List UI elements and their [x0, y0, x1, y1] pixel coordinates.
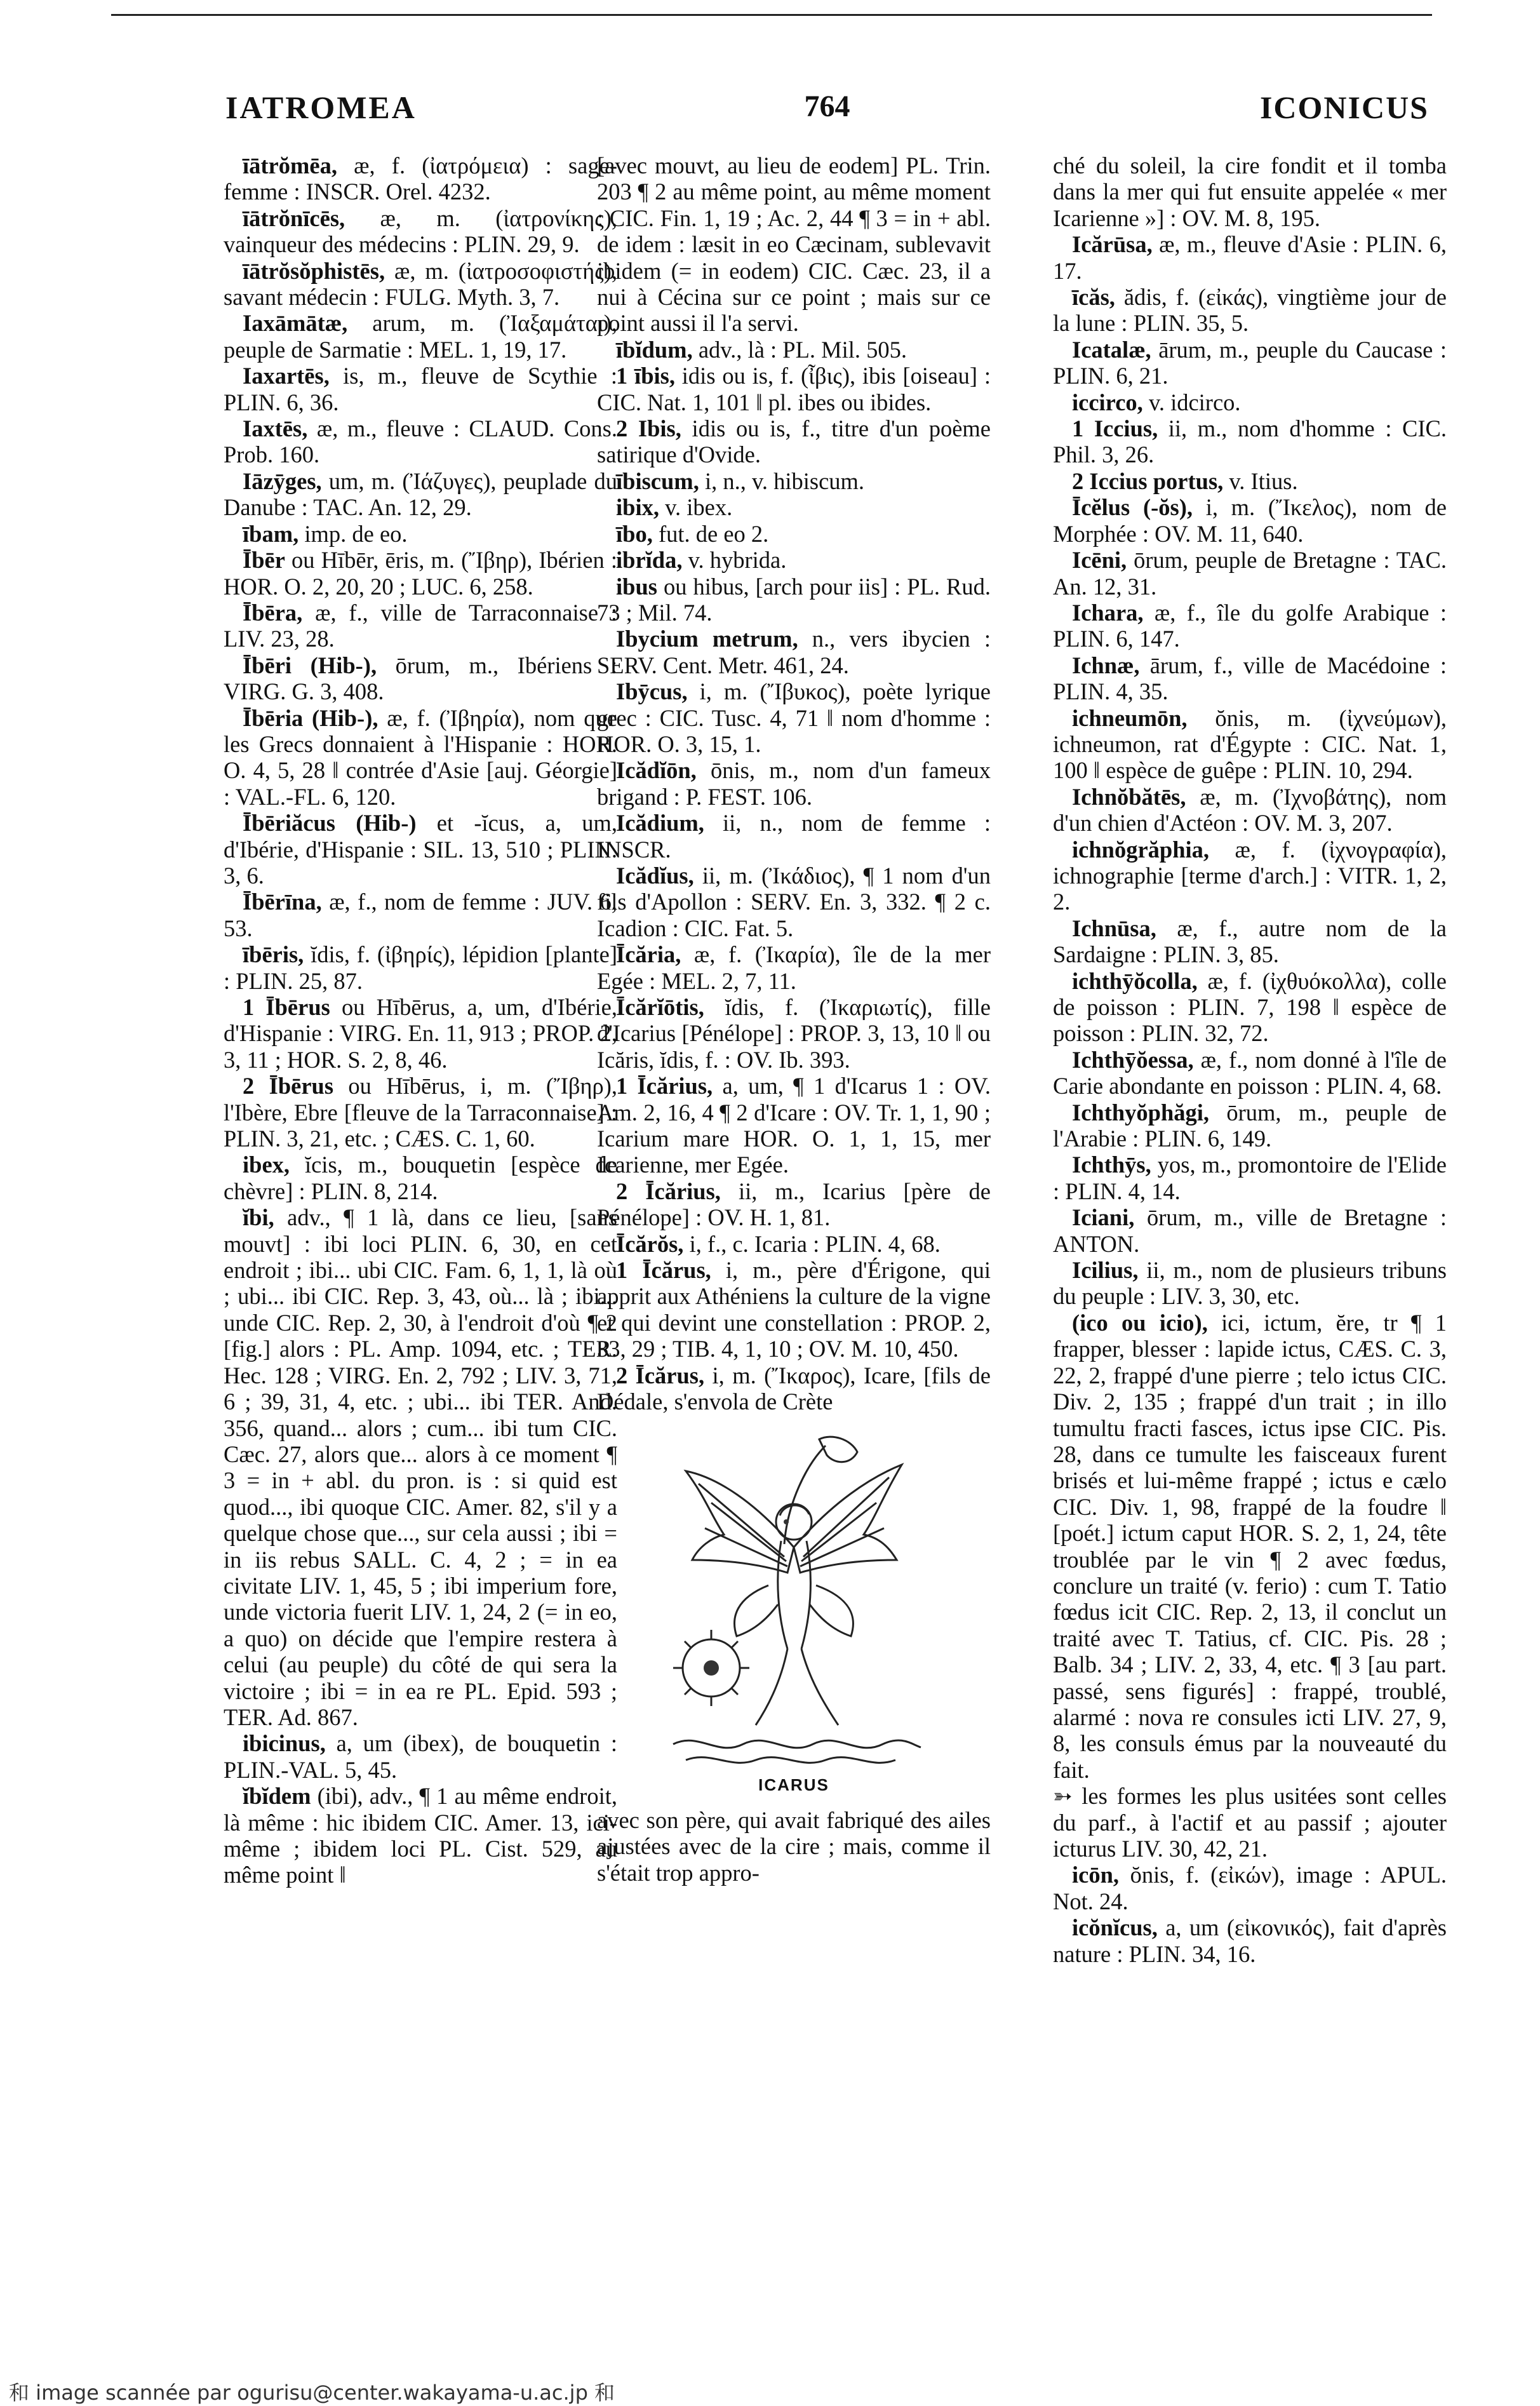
- entry-headword: īātrŏnīcēs,: [243, 205, 345, 231]
- entry-definition: æ, f., nom de femme : JUV. 6, 53.: [224, 889, 617, 941]
- dictionary-entry: [1053, 1152, 1447, 1204]
- dictionary-entry: [1053, 784, 1447, 837]
- entry-definition: ou hibus, [arch pour iis] : PL. Rud. 73 ; Mil. 74.: [597, 573, 991, 626]
- column-1: [224, 152, 617, 2337]
- dictionary-entry: [597, 994, 991, 1073]
- entry-headword: 1 Iccius,: [1072, 415, 1158, 442]
- dictionary-entry: [224, 521, 617, 547]
- entry-definition: ➳ les formes les plus usitées sont celles du parf., à l'actif et au passif ; ajouter icturus LIV. 30, 42, 21.: [1053, 1783, 1447, 1862]
- entry-definition: æ, f. (ἰχνογραφία), ichnographie [terme d'arch.] : VITR. 1, 2, 2.: [1053, 836, 1447, 915]
- entry-definition: æ, f., ville de Tarraconnaise : LIV. 23, 28.: [224, 599, 617, 652]
- dictionary-entry: [1053, 284, 1447, 337]
- entry-headword: Ībēriăcus (Hib-): [243, 810, 417, 837]
- entry-definition: ōrum, m., ville de Bretagne : ANTON.: [1053, 1204, 1447, 1257]
- dictionary-entry: [1053, 547, 1447, 600]
- entry-headword: Icărūsa,: [1072, 231, 1153, 258]
- entry-definition: imp. de eo.: [298, 520, 408, 547]
- entry-definition: adv., ¶ 1 là, dans ce lieu, [sans mouvt] : ibi loci PLIN. 6, 30, en cet endroit ; ibi... ubi CIC. Fam. 6, 1, 1, là où ; ubi... ibi CIC. Rep. 3, 43, où... là ; ibi... unde CIC. Rep. 2, 30, à l'endroit d'où ¶ 2 [fig.] alors : PL. Amp. 1094, etc. ; TER. Hec. 128 ; VIRG. En. 2, 792 ; LIV. 3, 71, 6 ; 39, 31, 4, etc. ; ubi... ibi TER. And. 356, quand... alors ; cum... ibi tum CIC. Cæc. 27, alors que... alors à ce moment ¶ 3 = in + abl. du pron. is : si quid est quod..., ibi quoque CIC. Amer. 82, s'il y a quelque chose que..., sur cela aussi ; ibi = in iis rebus SALL. C. 4, 2 ; = in ea civitate LIV. 1, 45, 5 ; ibi imperium fore, unde victoria fuerit LIV. 1, 24, 2 (= in eo, a quo) on décide que l'empire restera à celui (au peuple) du côté de qui sera la victoire ; ibi = in ea re PL. Epid. 593 ; TER. Ad. 867.: [224, 1204, 617, 1730]
- entry-headword: ĭbĭdem: [243, 1783, 311, 1810]
- column-2: [597, 152, 991, 2337]
- entry-headword: ichnŏgrăphia,: [1072, 836, 1210, 863]
- entry-headword: Ibycium metrum,: [616, 626, 798, 652]
- entry-headword: Ībēri (Hib-),: [243, 652, 377, 678]
- entry-definition: æ, m. (ἰατροσοφιστής), savant médecin : FULG. Myth. 3, 7.: [224, 257, 617, 311]
- entry-headword: ibix,: [616, 494, 659, 521]
- entry-definition: v. hybrida.: [682, 547, 787, 574]
- entry-headword: 1 Īcărus,: [616, 1257, 711, 1284]
- entry-headword: īātrŏmēa,: [243, 152, 337, 178]
- dictionary-entry: [597, 574, 991, 626]
- entry-definition: [avec mouvt, au lieu de eodem] PL. Trin. 203 ¶ 2 au même point, au même moment : CIC. Fin. 1, 19 ; Ac. 2, 44 ¶ 3 = in + abl. de idem : læsit in eo Cæcinam, sublevavit ibidem (= in eodem) CIC. Cæc. 23, il a nui à Cécina sur ce point ; mais sur ce point aussi il l'a servi.: [597, 152, 991, 337]
- entry-headword: Īcĕlus (-ŏs),: [1072, 494, 1193, 521]
- dictionary-entry: [224, 810, 617, 889]
- page-header: [225, 89, 1429, 133]
- entry-definition: n., vers ibycien : SERV. Cent. Metr. 461, 24.: [597, 626, 991, 678]
- entry-headword: 2 Iccius portus,: [1072, 467, 1224, 494]
- entry-definition: ché du soleil, la cire fondit et il tomba dans la mer qui fut ensuite appelée « mer Icarienne »] : OV. M. 8, 195.: [1053, 152, 1447, 231]
- dictionary-entry: [224, 152, 617, 205]
- dictionary-entry: [1053, 389, 1447, 415]
- dictionary-entry: [224, 652, 617, 705]
- entry-headword: ichthȳŏcolla,: [1072, 967, 1198, 994]
- entry-headword: ichneumōn,: [1072, 704, 1188, 731]
- dictionary-entry: [224, 415, 617, 468]
- entry-headword: Icilius,: [1072, 1257, 1139, 1284]
- dictionary-entry: [1053, 1783, 1447, 1862]
- entry-headword: ībam,: [243, 520, 299, 547]
- column-3: [1053, 152, 1447, 2337]
- entry-definition: æ, f. (Ἰβηρία), nom que les Grecs donnaient à l'Hispanie : HOR. O. 4, 5, 28 ‖ contrée d'Asie [auj. Géorgie] : VAL.-FL. 6, 120.: [224, 704, 617, 810]
- running-head-left: IATROMEA: [225, 90, 417, 125]
- dictionary-entry: [597, 863, 991, 941]
- dictionary-entry: [597, 521, 991, 547]
- entry-definition: i, m., père d'Érigone, qui apprit aux Athéniens la culture de la vigne et qui devint une constellation : PROP. 2, 33, 29 ; TIB. 4, 1, 10 ; OV. M. 10, 450.: [597, 1257, 991, 1362]
- entry-definition: æ, f., île du golfe Arabique : PLIN. 6, 147.: [1053, 599, 1447, 652]
- entry-headword: Icădĭōn,: [616, 757, 697, 784]
- dictionary-entry: [224, 363, 617, 415]
- entry-headword: Iciani,: [1072, 1204, 1135, 1231]
- dictionary-entry: [1053, 415, 1447, 468]
- dictionary-entry: [1053, 337, 1447, 389]
- entry-definition: ĭdis, f. (ἰβηρίς), lépidion [plante] : PLIN. 25, 87.: [224, 941, 617, 994]
- dictionary-entry: [224, 1730, 617, 1783]
- entry-definition: a, um (εἰκονικός), fait d'après nature : PLIN. 34, 16.: [1053, 1914, 1447, 1967]
- dictionary-entry: [597, 152, 991, 337]
- dictionary-entry: [597, 468, 991, 494]
- dictionary-entry: [224, 994, 617, 1073]
- entry-definition: ou Hībērus, a, um, d'Ibérie, d'Hispanie : VIRG. En. 11, 913 ; PROP. 2, 3, 11 ; HOR. S. 2, 8, 46.: [224, 994, 617, 1073]
- dictionary-entry: [597, 810, 991, 863]
- dictionary-entry: [597, 1178, 991, 1231]
- entry-headword: Ibȳcus,: [616, 678, 688, 705]
- entry-definition: æ, m., fleuve : CLAUD. Cons. Prob. 160.: [224, 415, 617, 468]
- dictionary-entry: [597, 547, 991, 573]
- entry-definition: et -ĭcus, a, um, d'Ibérie, d'Hispanie : SIL. 13, 510 ; PLIN. 3, 6.: [224, 810, 617, 889]
- entry-definition: v. idcirco.: [1142, 389, 1241, 415]
- dictionary-entry: [1053, 652, 1447, 705]
- top-rule: [111, 14, 1432, 16]
- entry-definition: æ, f. (ἰχθυόκολλα), colle de poisson : PLIN. 7, 198 ‖ espèce de poisson : PLIN. 32, 72.: [1053, 967, 1447, 1047]
- entry-headword: īcăs,: [1072, 284, 1115, 311]
- dictionary-entry: [1053, 1310, 1447, 1783]
- entry-headword: Icatalæ,: [1072, 336, 1151, 363]
- entry-headword: Ichthyŏphăgi,: [1072, 1099, 1210, 1126]
- dictionary-entry: [224, 705, 617, 810]
- entry-definition: um, m. (Ἰάζυγες), peuplade du Danube : TAC. An. 12, 29.: [224, 467, 617, 521]
- entry-headword: 1 ībis,: [616, 363, 675, 389]
- dictionary-entry: [1053, 915, 1447, 968]
- dictionary-entry: [224, 468, 617, 521]
- entry-headword: Iaxtēs,: [243, 415, 308, 442]
- entry-headword: Icădium,: [616, 810, 704, 837]
- scan-credit: 和 image scannée par ogurisu@center.wakayama-u.ac.jp 和: [9, 2381, 615, 2405]
- dictionary-entry: [224, 1204, 617, 1730]
- entry-definition: æ, f. (ἰατρόμεια) : sage-femme : INSCR. Orel. 4232.: [224, 152, 617, 205]
- page-number: 764: [804, 90, 850, 123]
- dictionary-entry: [224, 889, 617, 941]
- entry-headword: Ichnŏbătēs,: [1072, 783, 1186, 810]
- dictionary-entry: [1053, 1862, 1447, 1914]
- entry-headword: ībo,: [616, 520, 653, 547]
- dictionary-entry: [597, 1257, 991, 1362]
- entry-definition: æ, m. (ἰατρονίκης), vainqueur des médecins : PLIN. 29, 9.: [224, 205, 617, 258]
- dictionary-entry: [1053, 152, 1447, 231]
- dictionary-entry: [1053, 968, 1447, 1047]
- entry-headword: Ichnūsa,: [1072, 915, 1156, 941]
- entry-definition: ii, m. (Ἰκάδιος), ¶ 1 nom d'un fils d'Apollon : SERV. En. 3, 332. ¶ 2 c. Icadion : CIC. Fat. 5.: [597, 862, 991, 941]
- entry-definition: ŏnis, f. (εἰκών), image : APUL. Not. 24.: [1053, 1862, 1447, 1914]
- entry-headword: īātrŏsŏphistēs,: [243, 257, 385, 284]
- dictionary-entry: [597, 678, 991, 757]
- entry-headword: icōn,: [1072, 1862, 1120, 1888]
- dictionary-entry: [1053, 494, 1447, 547]
- entry-headword: Iaxartēs,: [243, 363, 330, 389]
- entry-headword: 1 Īcărius,: [616, 1073, 713, 1099]
- entry-headword: Icădĭus,: [616, 862, 694, 889]
- entry-definition: i, m. (Ἴβυκος), poète lyrique grec : CIC. Tusc. 4, 71 ‖ nom d'homme : HOR. O. 3, 15, 1.: [597, 678, 991, 757]
- entry-headword: Icēni,: [1072, 547, 1127, 574]
- entry-headword: ībĭdum,: [616, 336, 693, 363]
- dictionary-entry: [597, 757, 991, 810]
- entry-definition: ici, ictum, ĕre, tr ¶ 1 frapper, blesser : lapide ictus, CÆS. C. 3, 22, 2, frappé d'une pierre ; telo ictus CIC. Div. 2, 135 ; frappé d'un trait ; in illo tumultu fracti fasces, ictus ipse CIC. Pis. 28, dans ce tumulte les faisceaux furent brisés et lui-même frappé ; ictus e cælo CIC. Div. 1, 98, frappé de la foudre ‖ [poét.] ictum caput HOR. S. 2, 1, 24, tête troublée par le vin ¶ 2 avec fœdus, conclure un traité (v. ferio) : cum T. Tatio fœdus icit CIC. Rep. 2, 13, il conclut un traité avec T. Tatius, cf. CIC. Pis. 28 ; Balb. 34 ; LIV. 2, 33, 4, etc. ¶ 3 [au part. passé, sens figurés] : frappé, troublé, alarmé : nova re consules icti LIV. 27, 9, 8, les consuls émus par la nouveauté du fait.: [1053, 1309, 1447, 1783]
- entry-definition: i, m. (Ἴκαρος), Icare, [fils de Dédale, s'envola de Crète: [597, 1362, 991, 1415]
- icarus-engraving-icon: [660, 1427, 927, 1770]
- entry-headword: ībiscum,: [616, 467, 699, 494]
- entry-definition: ădis, f. (εἰκάς), vingtième jour de la lune : PLIN. 35, 5.: [1053, 284, 1447, 337]
- entry-definition: (ibi), adv., ¶ 1 au même endroit, là même : hic ibidem CIC. Amer. 13, ici-même ; ibidem loci PL. Cist. 529, au même point ‖: [224, 1783, 617, 1888]
- entry-definition: æ, m. (Ἰχνοβάτης), nom d'un chien d'Actéon : OV. M. 3, 207.: [1053, 783, 1447, 837]
- entry-definition: ōrum, m., peuple de l'Arabie : PLIN. 6, 149.: [1053, 1099, 1447, 1152]
- dictionary-entry: [224, 547, 617, 600]
- entry-headword: Ichnæ,: [1072, 652, 1140, 678]
- entry-definition: ou Hībērus, i, m. (Ἴβηρ), l'Ibère, Ebre [fleuve de la Tarraconnaise] : PLIN. 3, 21, etc. ; CÆS. C. 1, 60.: [224, 1073, 617, 1152]
- dictionary-entry: [597, 415, 991, 468]
- entry-definition: æ, f., nom donné à l'île de Carie abondante en poisson : PLIN. 4, 68.: [1053, 1046, 1447, 1099]
- dictionary-entry: [224, 205, 617, 258]
- entry-headword: icŏnĭcus,: [1072, 1914, 1158, 1941]
- entry-definition: v. Itius.: [1223, 467, 1298, 494]
- dictionary-entry: [597, 1073, 991, 1178]
- entry-definition: adv., là : PL. Mil. 505.: [692, 336, 907, 363]
- entry-definition: v. ibex.: [659, 494, 733, 521]
- dictionary-entry: [1053, 468, 1447, 494]
- entry-headword: (ico ou icio),: [1072, 1309, 1208, 1336]
- dictionary-entry: [597, 494, 991, 520]
- dictionary-entry: [597, 1807, 991, 1886]
- entry-headword: ĭbi,: [243, 1204, 274, 1231]
- entry-headword: ībēris,: [243, 941, 304, 968]
- dictionary-entry: [1053, 231, 1447, 284]
- entry-definition: i, n., v. hibiscum.: [699, 467, 865, 494]
- entry-headword: Iaxāmātæ,: [243, 310, 348, 337]
- dictionary-entry: [224, 1783, 617, 1888]
- entry-headword: Īcărŏs,: [616, 1230, 684, 1257]
- entry-definition: fut. de eo 2.: [652, 520, 769, 547]
- entry-headword: Ībērīna,: [243, 889, 322, 915]
- entry-headword: 2 Īcărus,: [616, 1362, 705, 1388]
- entry-definition: æ, m., fleuve d'Asie : PLIN. 6, 17.: [1053, 231, 1447, 284]
- entry-headword: Īcărĭōtis,: [616, 994, 704, 1020]
- entry-definition: yos, m., promontoire de l'Elide : PLIN. 4, 14.: [1053, 1152, 1447, 1204]
- dictionary-entry: [597, 626, 991, 678]
- entry-definition: ārum, f., ville de Macédoine : PLIN. 4, 35.: [1053, 652, 1447, 705]
- dictionary-entry: [224, 1152, 617, 1204]
- entry-definition: a, um, ¶ 1 d'Icarus 1 : OV. Am. 2, 16, 4 ¶ 2 d'Icare : OV. Tr. 1, 1, 90 ; Icarium mare HOR. O. 1, 1, 15, mer Icarienne, mer Egée.: [597, 1073, 991, 1178]
- dictionary-entry: [1053, 1914, 1447, 1967]
- entry-definition: ōrum, peuple de Bretagne : TAC. An. 12, 31.: [1053, 547, 1447, 600]
- entry-headword: iccirco,: [1072, 389, 1143, 415]
- dictionary-entry: [1053, 1047, 1447, 1099]
- dictionary-entry: [1053, 1257, 1447, 1310]
- dictionary-entry: [597, 337, 991, 363]
- dictionary-entry: [1053, 600, 1447, 652]
- entry-definition: ii, m., nom d'homme : CIC. Phil. 3, 26.: [1053, 415, 1447, 468]
- dictionary-entry: [224, 310, 617, 363]
- dictionary-entry: [597, 1362, 991, 1415]
- entry-definition: is, m., fleuve de Scythie : PLIN. 6, 36.: [224, 363, 617, 415]
- entry-definition: idis ou is, f. (ἶβις), ibis [oiseau] : CIC. Nat. 1, 101 ‖ pl. ibes ou ibides.: [597, 363, 991, 415]
- icarus-figure: [597, 1427, 991, 1798]
- entry-definition: ĭdis, f. (Ἰκαριωτίς), fille d'Icarius [Pénélope] : PROP. 3, 13, 10 ‖ ou Icăris, ĭdis, f. : OV. Ib. 393.: [597, 994, 991, 1073]
- entry-definition: i, f., c. Icaria : PLIN. 4, 68.: [683, 1230, 941, 1257]
- dictionary-entry: [224, 941, 617, 994]
- dictionary-entry: [224, 1073, 617, 1152]
- entry-headword: Ībēria (Hib-),: [243, 704, 378, 731]
- entry-definition: ōrum, m., Ibériens : VIRG. G. 3, 408.: [224, 652, 617, 705]
- entry-headword: ibex,: [243, 1152, 290, 1178]
- dictionary-entry: [1053, 1204, 1447, 1257]
- entry-definition: ii, n., nom de femme : INSCR.: [597, 810, 991, 863]
- dictionary-entry: [224, 258, 617, 311]
- entry-definition: arum, m. (Ἰαξαμάται), peuple de Sarmatie : MEL. 1, 19, 17.: [224, 310, 617, 363]
- dictionary-entry: [597, 941, 991, 994]
- entry-headword: Ichthȳŏessa,: [1072, 1046, 1194, 1073]
- running-head-right: ICONICUS: [1259, 90, 1429, 125]
- entry-headword: Ībēra,: [243, 599, 303, 626]
- entry-definition: ii, m., Icarius [père de Pénélope] : OV. H. 1, 81.: [597, 1178, 991, 1231]
- dictionary-entry: [1053, 705, 1447, 784]
- entry-definition: i, m. (Ἴκελος), nom de Morphée : OV. M. 11, 640.: [1053, 494, 1447, 547]
- entry-headword: Ībēr: [243, 547, 285, 574]
- entry-definition: avec son père, qui avait fabriqué des ailes ajustées avec de la cire ; mais, comme il s'était trop appro-: [597, 1806, 991, 1886]
- entry-definition: idis ou is, f., titre d'un poème satirique d'Ovide.: [597, 415, 991, 468]
- dictionary-entry: [1053, 837, 1447, 915]
- dictionary-entry: [1053, 1099, 1447, 1152]
- entry-headword: Īcăria,: [616, 941, 681, 968]
- entry-definition: æ, f. (Ἰκαρία), île de la mer Egée : MEL. 2, 7, 11.: [597, 941, 991, 994]
- entry-headword: ibus: [616, 573, 657, 600]
- entry-definition: ii, m., nom de plusieurs tribuns du peuple : LIV. 3, 30, etc.: [1053, 1257, 1447, 1310]
- dictionary-entry: [597, 1231, 991, 1257]
- figure-caption: ICARUS: [758, 1775, 829, 1794]
- dictionary-entry: [224, 600, 617, 652]
- dictionary-entry: [597, 363, 991, 415]
- entry-definition: ĭcis, m., bouquetin [espèce de chèvre] : PLIN. 8, 214.: [224, 1152, 617, 1204]
- entry-headword: 2 Ībērus: [243, 1073, 334, 1099]
- entry-headword: 2 Ibis,: [616, 415, 681, 442]
- entry-headword: ibrĭda,: [616, 547, 683, 574]
- entry-definition: æ, f., autre nom de la Sardaigne : PLIN. 3, 85.: [1053, 915, 1447, 968]
- entry-headword: ibicinus,: [243, 1730, 326, 1757]
- entry-headword: Ichthȳs,: [1072, 1152, 1151, 1178]
- entry-definition: ārum, m., peuple du Caucase : PLIN. 6, 21.: [1053, 336, 1447, 389]
- entry-definition: ou Hībēr, ēris, m. (Ἴβηρ), Ibérien : HOR. O. 2, 20, 20 ; LUC. 6, 258.: [224, 547, 617, 600]
- entry-headword: Iāzȳges,: [243, 467, 322, 494]
- entry-definition: ŏnis, m. (ἰχνεύμων), ichneumon, rat d'Égypte : CIC. Nat. 1, 100 ‖ espèce de guêpe : PLIN. 10, 294.: [1053, 704, 1447, 784]
- entry-definition: ōnis, m., nom d'un fameux brigand : P. FEST. 106.: [597, 757, 991, 810]
- entry-headword: 2 Īcărius,: [616, 1178, 721, 1204]
- entry-headword: 1 Ībērus: [243, 994, 330, 1020]
- entry-definition: a, um (ibex), de bouquetin : PLIN.-VAL. 5, 45.: [224, 1730, 617, 1783]
- entry-headword: Ichara,: [1072, 599, 1144, 626]
